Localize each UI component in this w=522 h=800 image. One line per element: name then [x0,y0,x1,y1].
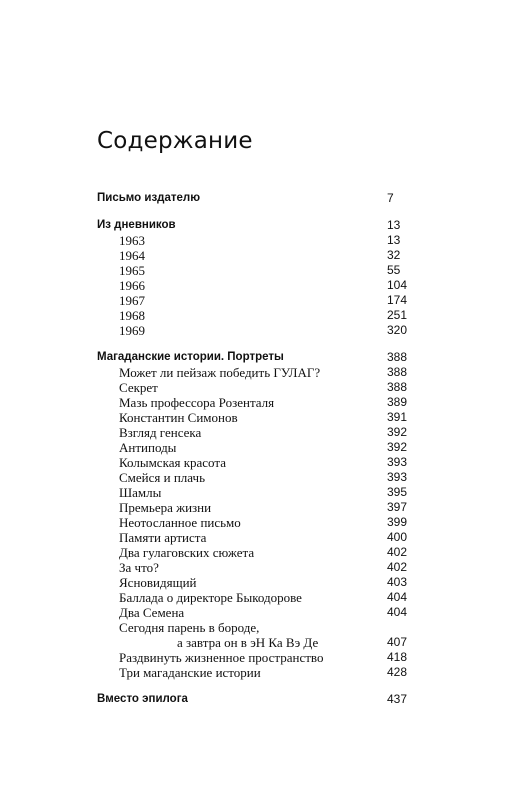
toc-entry[interactable] [97,530,417,545]
toc-entry[interactable] [97,233,417,248]
toc-entry[interactable] [97,425,417,440]
toc-entry-title: 1964 [119,248,145,263]
toc-page-number: 388 [387,365,408,379]
toc-entry[interactable] [97,485,417,500]
toc-page-number: 403 [387,575,408,589]
toc-entry-title: 1969 [119,323,145,338]
table-of-contents [97,191,417,707]
toc-entry-title: Сегодня парень в бороде, [119,620,260,635]
toc-entry-title: Неотосланное письмо [119,515,241,530]
toc-entry[interactable] [97,545,417,560]
toc-entry-title: 1968 [119,308,145,323]
toc-entry-title: Колымская красота [119,455,226,470]
toc-page-number: 407 [387,635,408,649]
toc-entry[interactable] [97,560,417,575]
toc-page-number: 393 [387,455,408,469]
toc-page-number: 397 [387,500,408,514]
toc-entry-title: 1963 [119,233,145,248]
toc-entry[interactable] [97,500,417,515]
toc-page-number: 7 [387,191,394,205]
toc-entry-title: 1966 [119,278,145,293]
toc-entry[interactable] [97,605,417,620]
toc-entry[interactable] [97,470,417,485]
toc-entry-title: За что? [119,560,159,575]
toc-entry-title: Памяти артиста [119,530,207,545]
toc-entry[interactable] [97,248,417,263]
toc-page-number: 404 [387,605,408,619]
toc-page-number: 393 [387,470,408,484]
toc-entry-title: Антиподы [119,440,177,455]
toc-page-number: 402 [387,560,408,574]
toc-entry-title: 1965 [119,263,145,278]
toc-section[interactable] [97,692,417,707]
toc-page-number: 391 [387,410,408,424]
toc-section[interactable] [97,191,417,206]
toc-page-number: 399 [387,515,408,529]
toc-entry-title: Из дневников [97,219,176,231]
toc-page-number: 388 [387,380,408,394]
toc-entry-title: 1967 [119,293,145,308]
toc-section[interactable] [97,350,417,365]
toc-page-number: 55 [387,263,401,277]
toc-page-number: 392 [387,425,408,439]
toc-page-number: 174 [387,293,408,307]
toc-entry-title: Может ли пейзаж победить ГУЛАГ? [119,365,321,380]
toc-entry-title: Вместо эпилога [97,693,188,705]
toc-page-number: 402 [387,545,408,559]
section-gap [97,338,417,350]
toc-entry-title: Магаданские истории. Портреты [97,351,284,363]
toc-page-number: 395 [387,485,408,499]
toc-entry-title: Взгляд генсека [119,425,202,440]
toc-entry[interactable] [97,380,417,395]
page-title: Содержание [97,128,253,154]
toc-entry-title: а завтра он в эН Ка Вэ Де [177,635,319,650]
toc-entry[interactable] [97,278,417,293]
toc-page-number: 392 [387,440,408,454]
toc-entry-title: Три магаданские истории [119,665,261,680]
toc-page-number: 400 [387,530,408,544]
toc-page-number: 320 [387,323,408,337]
toc-entry[interactable] [97,410,417,425]
toc-entry[interactable] [97,395,417,410]
toc-entry[interactable] [97,263,417,278]
toc-page-number: 388 [387,350,408,364]
toc-entry-title: Премьера жизни [119,500,212,515]
toc-entry[interactable] [97,590,417,605]
toc-entry[interactable] [97,440,417,455]
toc-entry[interactable] [97,515,417,530]
toc-entry-title: Смейся и плачь [119,470,205,485]
toc-entry-title: Константин Симонов [119,410,238,425]
toc-entry[interactable] [97,293,417,308]
toc-entry-title: Два гулаговских сюжета [119,545,255,560]
toc-entry-title: Баллада о директоре Быкодорове [119,590,302,605]
toc-page-number: 404 [387,590,408,604]
toc-entry-title: Раздвинуть жизненное пространство [119,650,324,665]
toc-entry[interactable] [97,575,417,590]
toc-entry-title: Два Семена [119,605,185,620]
toc-page-number: 104 [387,278,408,292]
toc-entry-title: Мазь профессора Розенталя [119,395,275,410]
toc-section[interactable] [97,218,417,233]
toc-page-number: 428 [387,665,408,679]
toc-page-number: 13 [387,218,401,232]
toc-entry-title: Секрет [119,380,158,395]
toc-page-number: 437 [387,692,408,706]
toc-page-number: 13 [387,233,401,247]
toc-entry[interactable] [97,635,417,650]
toc-page-number: 418 [387,650,408,664]
toc-page-number: 32 [387,248,401,262]
toc-entry[interactable] [97,650,417,665]
toc-entry[interactable] [97,323,417,338]
toc-entry[interactable] [97,620,417,635]
toc-entry[interactable] [97,665,417,680]
toc-entry[interactable] [97,365,417,380]
toc-entry[interactable] [97,455,417,470]
toc-entry[interactable] [97,308,417,323]
toc-entry-title: Ясновидящий [119,575,197,590]
section-gap [97,206,417,218]
toc-page-number: 389 [387,395,408,409]
toc-entry-title: Шамлы [119,485,162,500]
toc-page-number: 251 [387,308,408,322]
toc-entry-title: Письмо издателю [97,192,201,204]
section-gap [97,680,417,692]
